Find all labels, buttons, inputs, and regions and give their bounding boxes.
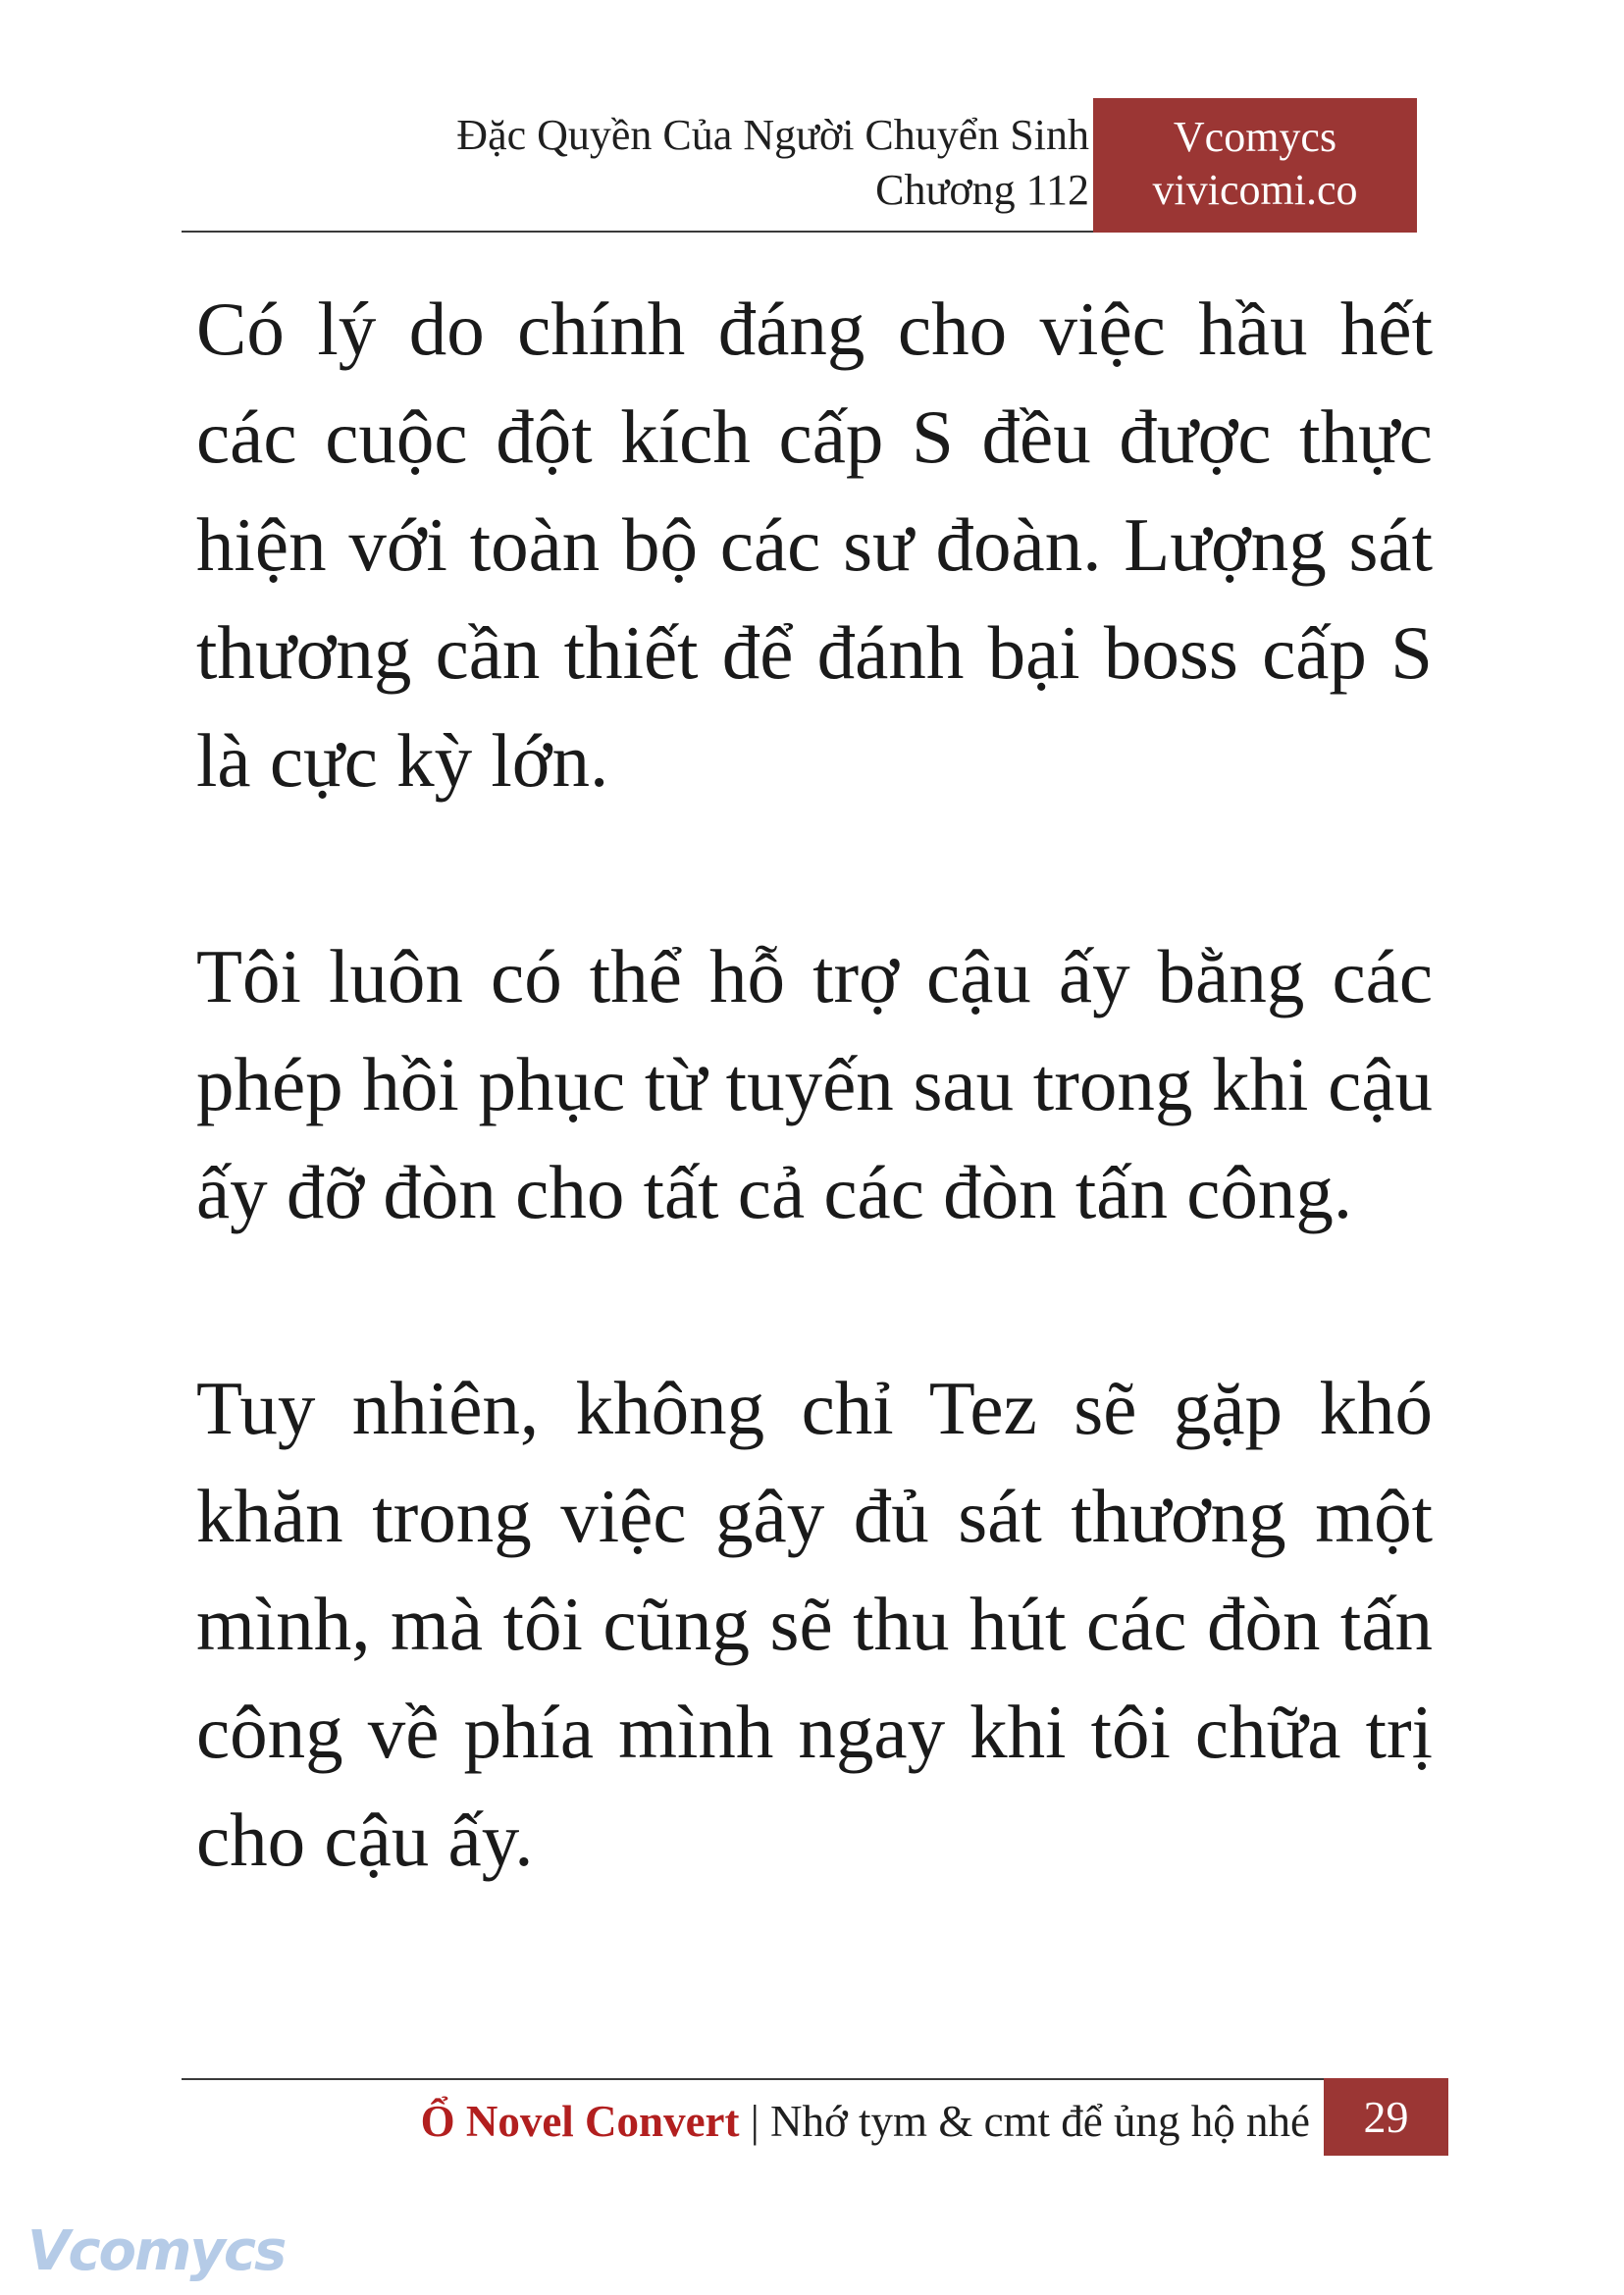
footer-message: Nhớ tym & cmt để ủng hộ nhé [770, 2097, 1310, 2146]
paragraph-3: Tuy nhiên, không chỉ Tez sẽ gặp khó khăn trong việc gây đủ sát thương một mình, mà tôi cũng sẽ thu hút các đòn tấn công về phía mình ngay khi tôi chữa trị cho cậu ấy. [196, 1366, 1433, 1882]
watermark-logo: Vcomycs [27, 2219, 286, 2283]
chapter-label: Chương 112 [875, 166, 1089, 214]
page-footer [421, 2092, 1310, 2151]
footer-separator: | [739, 2097, 771, 2146]
page-number: 29 [1324, 2078, 1448, 2156]
page-header [456, 108, 1089, 218]
book-title: Đặc Quyền Của Người Chuyển Sinh [456, 111, 1089, 159]
footer-divider [182, 2078, 1324, 2080]
footer-brand: Ổ Novel Convert [420, 2097, 740, 2146]
paragraph-1: Có lý do chính đáng cho việc hầu hết các cuộc đột kích cấp S đều được thực hiện với toàn bộ các sư đoàn. Lượng sát thương cần thiết để đánh bại boss cấp S là cực kỳ lớn. [196, 287, 1433, 803]
chapter-body [196, 275, 1433, 2002]
paragraph-2: Tôi luôn có thể hỗ trợ cậu ấy bằng các phép hồi phục từ tuyến sau trong khi cậu ấy đỡ đòn cho tất cả các đòn tấn công. [196, 934, 1433, 1234]
header-divider [182, 231, 1093, 233]
badge-site-url: vivicomi.co [1152, 166, 1358, 214]
badge-site-name: Vcomycs [1173, 113, 1337, 161]
site-badge [1093, 98, 1417, 233]
